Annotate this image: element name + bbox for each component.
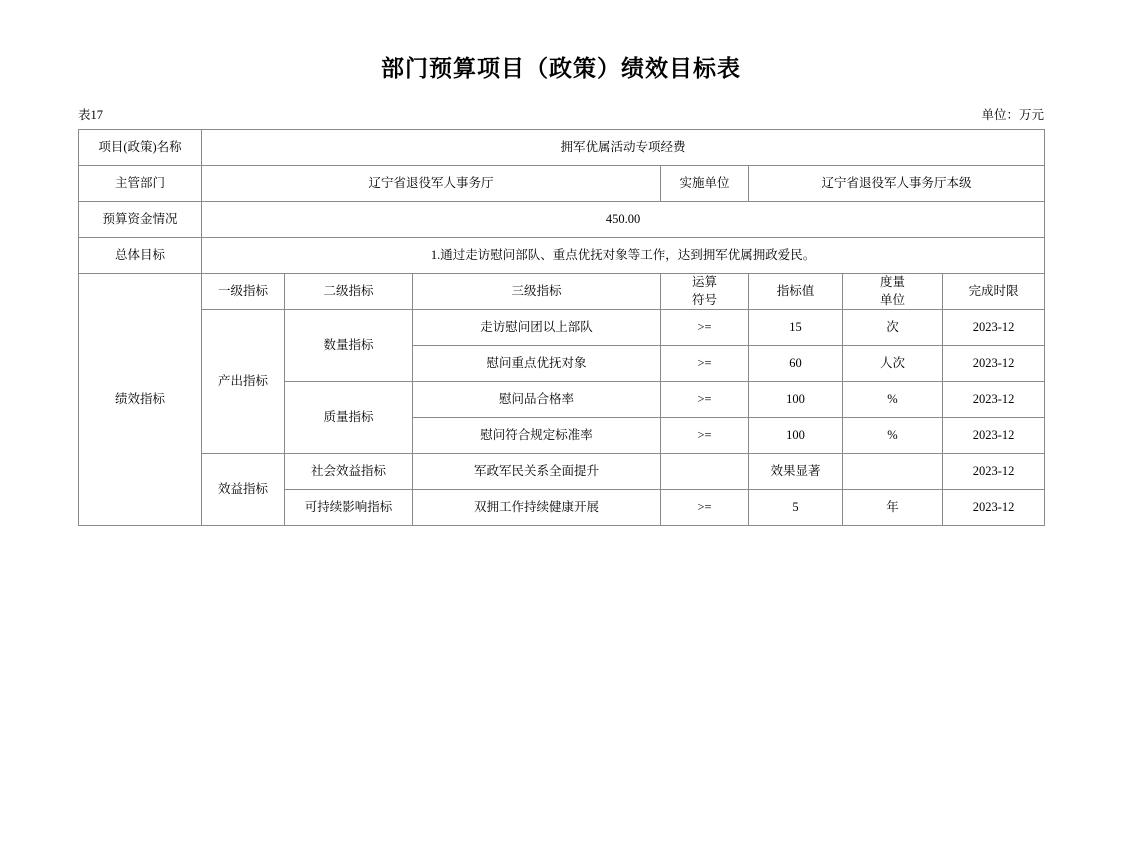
operator (661, 454, 749, 490)
header-unit (843, 274, 943, 310)
level3-name: 走访慰问团以上部队 (413, 310, 661, 346)
indicator-deadline: 2023-12 (943, 418, 1045, 454)
level3-name: 慰问品合格率 (413, 382, 661, 418)
dept-value: 辽宁省退役军人事务厅 (202, 166, 661, 202)
table-header-indicators (79, 274, 1045, 310)
operator: >= (661, 346, 749, 382)
indicator-value: 效果显著 (749, 454, 843, 490)
performance-indicator-label: 绩效指标 (79, 274, 202, 526)
table-row-department (79, 166, 1045, 202)
level3-name: 慰问符合规定标准率 (413, 418, 661, 454)
operator: >= (661, 490, 749, 526)
meta-row (78, 105, 1044, 123)
indicator-deadline: 2023-12 (943, 346, 1045, 382)
page-title: 部门预算项目（政策）绩效目标表 (381, 56, 741, 81)
budget-label: 预算资金情况 (79, 202, 202, 238)
overall-value: 1.通过走访慰问部队、重点优抚对象等工作，达到拥军优属拥政爱民。 (202, 238, 1045, 274)
header-operator (661, 274, 749, 310)
header-value: 指标值 (749, 274, 843, 310)
indicator-value: 100 (749, 382, 843, 418)
header-operator-line1: 运算 (691, 275, 717, 289)
unit-note: 单位：万元 (981, 108, 1044, 122)
operator: >= (661, 418, 749, 454)
level1-output: 产出指标 (202, 310, 285, 454)
table-row (79, 454, 1045, 490)
header-unit-line2: 单位 (879, 292, 905, 307)
level2-quantity: 数量指标 (285, 310, 413, 382)
level3-name: 双拥工作持续健康开展 (413, 490, 661, 526)
indicator-deadline: 2023-12 (943, 490, 1045, 526)
level3-name: 慰问重点优抚对象 (413, 346, 661, 382)
header-unit-line1: 度量 (879, 275, 905, 289)
indicator-deadline: 2023-12 (943, 310, 1045, 346)
indicator-value: 15 (749, 310, 843, 346)
indicator-deadline: 2023-12 (943, 382, 1045, 418)
indicator-unit: 次 (843, 310, 943, 346)
operator: >= (661, 310, 749, 346)
performance-target-table (78, 129, 1045, 526)
header-deadline: 完成时限 (943, 274, 1045, 310)
impl-label: 实施单位 (661, 166, 749, 202)
indicator-unit (843, 454, 943, 490)
header-level1: 一级指标 (202, 274, 285, 310)
operator: >= (661, 382, 749, 418)
impl-value: 辽宁省退役军人事务厅本级 (749, 166, 1045, 202)
document-page (0, 50, 1122, 844)
indicator-unit: % (843, 382, 943, 418)
header-level3: 三级指标 (413, 274, 661, 310)
header-level2: 二级指标 (285, 274, 413, 310)
indicator-deadline: 2023-12 (943, 454, 1045, 490)
table-row-budget (79, 202, 1045, 238)
project-value: 拥军优属活动专项经费 (202, 130, 1045, 166)
level3-name: 军政军民关系全面提升 (413, 454, 661, 490)
level1-benefit: 效益指标 (202, 454, 285, 526)
table-row-project (79, 130, 1045, 166)
indicator-value: 100 (749, 418, 843, 454)
indicator-unit: 年 (843, 490, 943, 526)
indicator-unit: 人次 (843, 346, 943, 382)
indicator-value: 60 (749, 346, 843, 382)
project-label: 项目(政策)名称 (79, 130, 202, 166)
table-row-overall-goal (79, 238, 1045, 274)
level2-sustainable-impact: 可持续影响指标 (285, 490, 413, 526)
level2-quality: 质量指标 (285, 382, 413, 454)
level2-social-benefit: 社会效益指标 (285, 454, 413, 490)
dept-label: 主管部门 (79, 166, 202, 202)
table-row (79, 310, 1045, 346)
table-number: 表17 (78, 108, 104, 122)
header-operator-line2: 符号 (691, 292, 717, 307)
indicator-unit: % (843, 418, 943, 454)
budget-value: 450.00 (202, 202, 1045, 238)
indicator-value: 5 (749, 490, 843, 526)
overall-label: 总体目标 (79, 238, 202, 274)
